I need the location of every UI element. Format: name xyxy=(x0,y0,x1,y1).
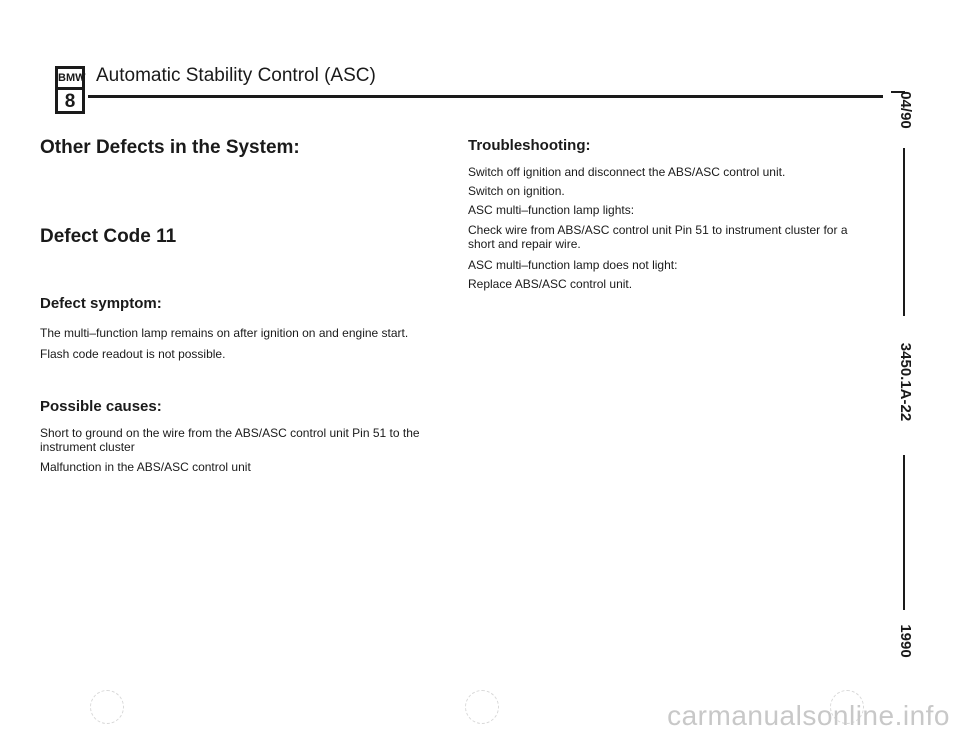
troubleshooting-step-1: Switch off ignition and disconnect the ABS/ASC control unit. xyxy=(468,165,786,179)
logo-brand-text: BMW xyxy=(58,69,82,90)
site-watermark: carmanualsonline.info xyxy=(667,700,950,731)
logo-series-number: 8 xyxy=(64,91,76,112)
defect-symptom-heading: Defect symptom: xyxy=(40,295,162,312)
troubleshooting-step-4: Replace ABS/ASC control unit. xyxy=(468,277,633,291)
cause-line-2: Malfunction in the ABS/ASC control unit xyxy=(40,460,251,474)
troubleshooting-step-3-cont: short and repair wire. xyxy=(468,237,581,251)
troubleshooting-heading: Troubleshooting: xyxy=(468,137,591,154)
rail-year: 1990 xyxy=(897,624,914,658)
symptom-line-2: Flash code readout is not possible. xyxy=(40,347,226,361)
troubleshooting-step-3: Check wire from ABS/ASC control unit Pin 51 to instrument cluster for a xyxy=(468,223,848,237)
rail-document-number: 3450.1A-22 xyxy=(897,342,914,422)
bmw-8-logo xyxy=(55,66,85,114)
header-rule xyxy=(88,95,883,98)
symptom-line-1: The multi–function lamp remains on after ignition on and engine start. xyxy=(40,326,409,340)
troubleshooting-condition-no-light: ASC multi–function lamp does not light: xyxy=(468,258,678,272)
possible-causes-heading: Possible causes: xyxy=(40,398,162,415)
page-header-title: Automatic Stability Control (ASC) xyxy=(96,65,376,86)
rail-line-2 xyxy=(903,455,905,610)
troubleshooting-step-2: Switch on ignition. xyxy=(468,184,565,198)
troubleshooting-condition-lights: ASC multi–function lamp lights: xyxy=(468,203,635,217)
punch-hole-left xyxy=(90,690,124,724)
punch-hole-center xyxy=(465,690,499,724)
cause-line-1: Short to ground on the wire from the ABS/ASC control unit Pin 51 to the xyxy=(40,426,420,440)
cause-line-1-cont: instrument cluster xyxy=(40,440,135,454)
rail-date: 04/90 xyxy=(897,91,914,129)
defect-code-heading: Defect Code 11 xyxy=(40,226,177,247)
section-heading-other-defects: Other Defects in the System: xyxy=(40,137,300,158)
rail-line-1 xyxy=(903,148,905,316)
